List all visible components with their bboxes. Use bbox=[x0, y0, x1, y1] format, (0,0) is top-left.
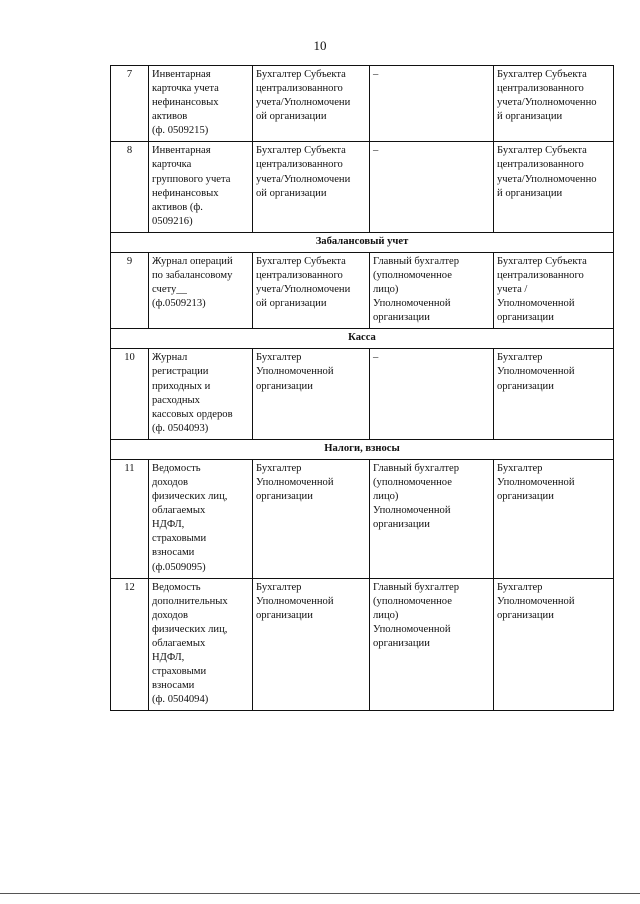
table-row bbox=[111, 252, 614, 328]
section-title: Касса bbox=[111, 329, 614, 349]
keeper-cell: Бухгалтер Уполномоченной организации bbox=[494, 578, 614, 711]
approver-cell: Главный бухгалтер (уполномоченное лицо) Уполномоченной организации bbox=[370, 578, 494, 711]
document-name-cell: Инвентарная карточка учета нефинансовых активов (ф. 0509215) bbox=[149, 66, 253, 142]
section-header-row bbox=[111, 329, 614, 349]
approver-cell: Главный бухгалтер (уполномоченное лицо) Уполномоченной организации bbox=[370, 459, 494, 578]
approver-cell: – bbox=[370, 66, 494, 142]
table-row bbox=[111, 578, 614, 711]
responsible-cell: Бухгалтер Уполномоченной организации bbox=[253, 459, 370, 578]
page-number: 10 bbox=[313, 38, 327, 53]
keeper-cell: Бухгалтер Субъекта централизованного учета / Уполномоченной организации bbox=[494, 252, 614, 328]
section-title: Налоги, взносы bbox=[111, 439, 614, 459]
table-row bbox=[111, 142, 614, 232]
table-row bbox=[111, 459, 614, 578]
document-name-cell: Ведомость доходов физических лиц, облагаемых НДФЛ, страховыми взносами (ф.0509095) bbox=[149, 459, 253, 578]
keeper-cell: Бухгалтер Субъекта централизованного учета/Уполномоченно й организации bbox=[494, 142, 614, 232]
section-header-row bbox=[111, 439, 614, 459]
keeper-cell: Бухгалтер Уполномоченной организации bbox=[494, 459, 614, 578]
responsible-cell: Бухгалтер Уполномоченной организации bbox=[253, 349, 370, 439]
row-number: 7 bbox=[111, 66, 149, 142]
approver-cell: – bbox=[370, 349, 494, 439]
document-name-cell: Журнал операций по забалансовому счету__ (ф.0509213) bbox=[149, 252, 253, 328]
document-registry-table bbox=[110, 65, 614, 711]
document-name-cell: Журнал регистрации приходных и расходных кассовых ордеров (ф. 0504093) bbox=[149, 349, 253, 439]
row-number: 11 bbox=[111, 459, 149, 578]
table-row bbox=[111, 66, 614, 142]
approver-cell: Главный бухгалтер (уполномоченное лицо) Уполномоченной организации bbox=[370, 252, 494, 328]
section-header-row bbox=[111, 232, 614, 252]
row-number: 10 bbox=[111, 349, 149, 439]
responsible-cell: Бухгалтер Уполномоченной организации bbox=[253, 578, 370, 711]
keeper-cell: Бухгалтер Субъекта централизованного учета/Уполномоченно й организации bbox=[494, 66, 614, 142]
document-name-cell: Инвентарная карточка группового учета нефинансовых активов (ф. 0509216) bbox=[149, 142, 253, 232]
responsible-cell: Бухгалтер Субъекта централизованного учета/Уполномочени ой организации bbox=[253, 142, 370, 232]
row-number: 9 bbox=[111, 252, 149, 328]
section-title: Забалансовый учет bbox=[111, 232, 614, 252]
row-number: 8 bbox=[111, 142, 149, 232]
row-number: 12 bbox=[111, 578, 149, 711]
footer-rule bbox=[0, 893, 640, 894]
document-name-cell: Ведомость дополнительных доходов физических лиц, облагаемых НДФЛ, страховыми взносами (ф. 0504094) bbox=[149, 578, 253, 711]
approver-cell: – bbox=[370, 142, 494, 232]
keeper-cell: Бухгалтер Уполномоченной организации bbox=[494, 349, 614, 439]
responsible-cell: Бухгалтер Субъекта централизованного учета/Уполномочени ой организации bbox=[253, 252, 370, 328]
table-row bbox=[111, 349, 614, 439]
responsible-cell: Бухгалтер Субъекта централизованного учета/Уполномочени ой организации bbox=[253, 66, 370, 142]
